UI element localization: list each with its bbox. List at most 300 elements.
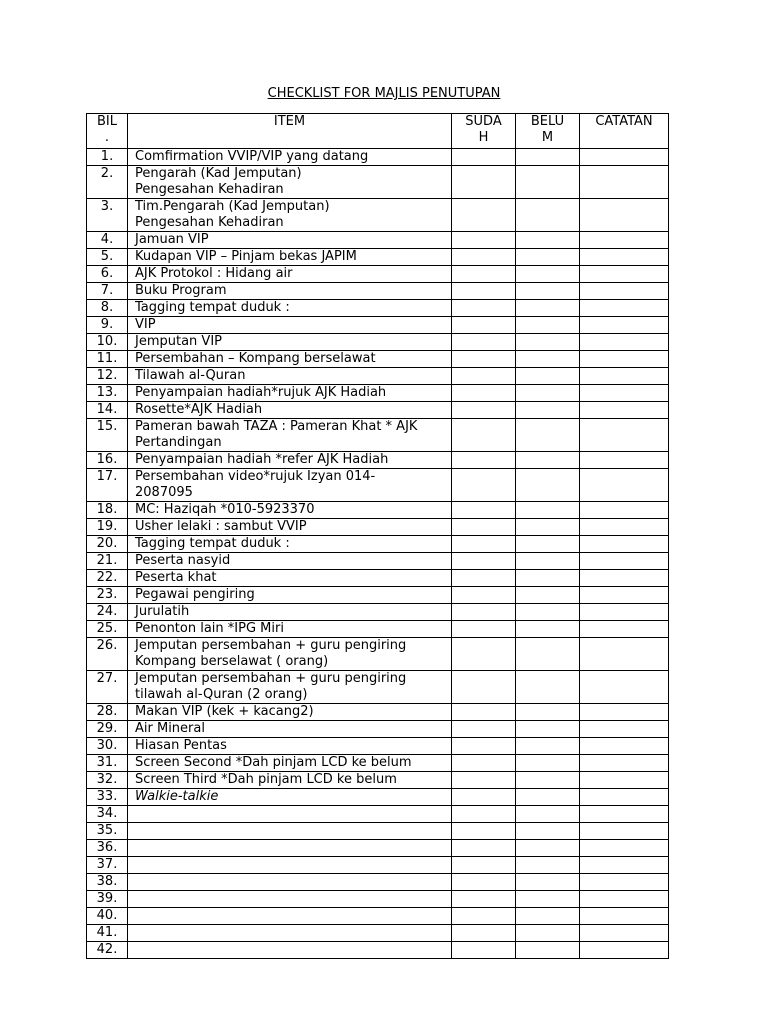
sudah-cell — [452, 908, 516, 925]
belum-cell — [516, 638, 580, 671]
sudah-cell — [452, 402, 516, 419]
catatan-cell — [580, 351, 669, 368]
sudah-cell — [452, 249, 516, 266]
table-row — [87, 232, 669, 249]
item-line: Buku Program — [135, 283, 227, 298]
catatan-cell — [580, 166, 669, 199]
header-catatan: CATATAN — [580, 114, 669, 149]
item-cell — [128, 638, 452, 671]
sudah-cell — [452, 738, 516, 755]
row-number: 31. — [87, 755, 128, 772]
row-number: 4. — [87, 232, 128, 249]
belum-cell — [516, 385, 580, 402]
item-cell — [128, 621, 452, 638]
item-line: Screen Second *Dah pinjam LCD ke belum — [135, 755, 412, 770]
item-line: Peserta khat — [135, 570, 217, 585]
row-number: 22. — [87, 570, 128, 587]
item-cell — [128, 232, 452, 249]
item-cell — [128, 385, 452, 402]
catatan-cell — [580, 587, 669, 604]
table-row — [87, 621, 669, 638]
item-cell — [128, 874, 452, 891]
item-line: AJK Protokol : Hidang air — [135, 266, 293, 281]
table-row — [87, 789, 669, 806]
catatan-cell — [580, 721, 669, 738]
row-number: 16. — [87, 452, 128, 469]
table-row — [87, 840, 669, 857]
catatan-cell — [580, 908, 669, 925]
item-line: Jurulatih — [135, 604, 190, 619]
sudah-cell — [452, 806, 516, 823]
belum-cell — [516, 874, 580, 891]
catatan-cell — [580, 402, 669, 419]
catatan-cell — [580, 149, 669, 166]
catatan-cell — [580, 385, 669, 402]
item-line: 2087095 — [135, 485, 193, 500]
item-cell — [128, 738, 452, 755]
row-number: 28. — [87, 704, 128, 721]
catatan-cell — [580, 738, 669, 755]
row-number: 13. — [87, 385, 128, 402]
belum-cell — [516, 334, 580, 351]
catatan-cell — [580, 519, 669, 536]
table-row — [87, 604, 669, 621]
item-cell — [128, 149, 452, 166]
catatan-cell — [580, 772, 669, 789]
header-bil-line-1: BIL — [97, 114, 117, 129]
sudah-cell — [452, 587, 516, 604]
table-row — [87, 368, 669, 385]
row-number: 20. — [87, 536, 128, 553]
row-number: 9. — [87, 317, 128, 334]
item-line: Persembahan video*rujuk Izyan 014- — [135, 469, 376, 484]
catatan-cell — [580, 755, 669, 772]
table-row — [87, 536, 669, 553]
row-number: 25. — [87, 621, 128, 638]
item-line: Usher lelaki : sambut VVIP — [135, 519, 307, 534]
sudah-cell — [452, 755, 516, 772]
row-number: 11. — [87, 351, 128, 368]
table-row — [87, 519, 669, 536]
sudah-cell — [452, 266, 516, 283]
catatan-cell — [580, 300, 669, 317]
header-sudah-line-1: SUDA — [465, 114, 502, 129]
item-cell — [128, 772, 452, 789]
belum-cell — [516, 891, 580, 908]
item-line: Jemputan persembahan + guru pengiring — [135, 638, 407, 653]
item-cell — [128, 419, 452, 452]
sudah-cell — [452, 638, 516, 671]
sudah-cell — [452, 823, 516, 840]
catatan-cell — [580, 317, 669, 334]
belum-cell — [516, 671, 580, 704]
catatan-cell — [580, 570, 669, 587]
row-number: 23. — [87, 587, 128, 604]
sudah-cell — [452, 502, 516, 519]
belum-cell — [516, 942, 580, 959]
sudah-cell — [452, 840, 516, 857]
sudah-cell — [452, 874, 516, 891]
table-row — [87, 638, 669, 671]
header-bil-line-2: . — [104, 130, 110, 145]
catatan-cell — [580, 469, 669, 502]
table-row — [87, 704, 669, 721]
table-row — [87, 469, 669, 502]
table-row — [87, 738, 669, 755]
catatan-cell — [580, 502, 669, 519]
table-row — [87, 149, 669, 166]
table-row — [87, 891, 669, 908]
row-number: 27. — [87, 671, 128, 704]
belum-cell — [516, 232, 580, 249]
item-cell — [128, 368, 452, 385]
belum-cell — [516, 908, 580, 925]
belum-cell — [516, 604, 580, 621]
item-line: MC: Haziqah *010-5923370 — [135, 502, 315, 517]
sudah-cell — [452, 721, 516, 738]
belum-cell — [516, 300, 580, 317]
table-row — [87, 199, 669, 232]
sudah-cell — [452, 671, 516, 704]
checklist-table — [86, 113, 669, 959]
item-cell — [128, 502, 452, 519]
sudah-cell — [452, 368, 516, 385]
table-row — [87, 502, 669, 519]
item-line: Jemputan VIP — [135, 334, 222, 349]
row-number: 12. — [87, 368, 128, 385]
item-cell — [128, 704, 452, 721]
item-cell — [128, 908, 452, 925]
table-row — [87, 351, 669, 368]
row-number: 26. — [87, 638, 128, 671]
header-sudah — [452, 114, 516, 149]
item-cell — [128, 840, 452, 857]
table-row — [87, 402, 669, 419]
catatan-cell — [580, 891, 669, 908]
belum-cell — [516, 570, 580, 587]
item-cell — [128, 755, 452, 772]
belum-cell — [516, 351, 580, 368]
item-cell — [128, 604, 452, 621]
row-number: 35. — [87, 823, 128, 840]
item-line: Pertandingan — [135, 435, 222, 450]
catatan-cell — [580, 942, 669, 959]
sudah-cell — [452, 942, 516, 959]
row-number: 8. — [87, 300, 128, 317]
belum-cell — [516, 806, 580, 823]
sudah-cell — [452, 604, 516, 621]
sudah-cell — [452, 283, 516, 300]
item-line: Comfirmation VVIP/VIP yang datang — [135, 149, 369, 164]
header-belum-line-1: BELU — [530, 114, 565, 129]
catatan-cell — [580, 840, 669, 857]
item-line: Pengesahan Kehadiran — [135, 182, 284, 197]
item-cell — [128, 587, 452, 604]
header-belum — [516, 114, 580, 149]
row-number: 14. — [87, 402, 128, 419]
table-row — [87, 823, 669, 840]
belum-cell — [516, 452, 580, 469]
item-cell — [128, 721, 452, 738]
row-number: 37. — [87, 857, 128, 874]
table-row — [87, 721, 669, 738]
item-line: Peserta nasyid — [135, 553, 231, 568]
header-bil — [87, 114, 128, 149]
row-number: 19. — [87, 519, 128, 536]
item-line: Pegawai pengiring — [135, 587, 255, 602]
row-number: 38. — [87, 874, 128, 891]
table-row — [87, 166, 669, 199]
table-row — [87, 283, 669, 300]
belum-cell — [516, 266, 580, 283]
item-line: VIP — [135, 317, 156, 332]
item-cell — [128, 519, 452, 536]
sudah-cell — [452, 621, 516, 638]
catatan-cell — [580, 857, 669, 874]
sudah-cell — [452, 789, 516, 806]
belum-cell — [516, 199, 580, 232]
belum-cell — [516, 721, 580, 738]
header-row — [87, 114, 669, 149]
item-line: Persembahan – Kompang berselawat — [135, 351, 376, 366]
item-cell — [128, 199, 452, 232]
catatan-cell — [580, 823, 669, 840]
sudah-cell — [452, 166, 516, 199]
item-cell — [128, 351, 452, 368]
belum-cell — [516, 553, 580, 570]
item-cell — [128, 942, 452, 959]
catatan-cell — [580, 334, 669, 351]
row-number: 3. — [87, 199, 128, 232]
item-line: Penonton lain *IPG Miri — [135, 621, 284, 636]
sudah-cell — [452, 351, 516, 368]
catatan-cell — [580, 638, 669, 671]
sudah-cell — [452, 536, 516, 553]
row-number: 18. — [87, 502, 128, 519]
item-cell — [128, 553, 452, 570]
catatan-cell — [580, 283, 669, 300]
table-row — [87, 908, 669, 925]
item-cell — [128, 402, 452, 419]
row-number: 39. — [87, 891, 128, 908]
row-number: 24. — [87, 604, 128, 621]
item-cell — [128, 857, 452, 874]
sudah-cell — [452, 519, 516, 536]
header-belum-line-2: M — [541, 130, 554, 145]
row-number: 32. — [87, 772, 128, 789]
table-row — [87, 419, 669, 452]
belum-cell — [516, 469, 580, 502]
sudah-cell — [452, 452, 516, 469]
catatan-cell — [580, 553, 669, 570]
row-number: 33. — [87, 789, 128, 806]
sudah-cell — [452, 385, 516, 402]
catatan-cell — [580, 671, 669, 704]
belum-cell — [516, 840, 580, 857]
item-line: Screen Third *Dah pinjam LCD ke belum — [135, 772, 397, 787]
belum-cell — [516, 166, 580, 199]
table-row — [87, 317, 669, 334]
item-cell — [128, 806, 452, 823]
table-row — [87, 671, 669, 704]
catatan-cell — [580, 789, 669, 806]
sudah-cell — [452, 199, 516, 232]
catatan-cell — [580, 266, 669, 283]
catatan-cell — [580, 536, 669, 553]
table-row — [87, 755, 669, 772]
item-cell — [128, 469, 452, 502]
row-number: 1. — [87, 149, 128, 166]
table-row — [87, 942, 669, 959]
sudah-cell — [452, 469, 516, 502]
item-cell — [128, 452, 452, 469]
row-number: 42. — [87, 942, 128, 959]
catatan-cell — [580, 368, 669, 385]
table-row — [87, 806, 669, 823]
table-row — [87, 266, 669, 283]
sudah-cell — [452, 317, 516, 334]
sudah-cell — [452, 925, 516, 942]
item-cell — [128, 823, 452, 840]
sudah-cell — [452, 419, 516, 452]
item-line: Kompang berselawat ( orang) — [135, 654, 329, 669]
item-line: Makan VIP (kek + kacang2) — [135, 704, 314, 719]
sudah-cell — [452, 553, 516, 570]
table-row — [87, 857, 669, 874]
belum-cell — [516, 925, 580, 942]
item-cell — [128, 166, 452, 199]
sudah-cell — [452, 704, 516, 721]
belum-cell — [516, 149, 580, 166]
belum-cell — [516, 536, 580, 553]
table-row — [87, 925, 669, 942]
belum-cell — [516, 755, 580, 772]
table-row — [87, 249, 669, 266]
item-line: Tilawah al-Quran — [135, 368, 246, 383]
row-number: 2. — [87, 166, 128, 199]
catatan-cell — [580, 604, 669, 621]
belum-cell — [516, 704, 580, 721]
catatan-cell — [580, 806, 669, 823]
item-line: Kudapan VIP – Pinjam bekas JAPIM — [135, 249, 357, 264]
row-number: 41. — [87, 925, 128, 942]
row-number: 6. — [87, 266, 128, 283]
catatan-cell — [580, 452, 669, 469]
row-number: 40. — [87, 908, 128, 925]
belum-cell — [516, 587, 580, 604]
belum-cell — [516, 419, 580, 452]
item-line: Tagging tempat duduk : — [135, 300, 290, 315]
table-row — [87, 452, 669, 469]
belum-cell — [516, 772, 580, 789]
catatan-cell — [580, 232, 669, 249]
sudah-cell — [452, 772, 516, 789]
item-cell — [128, 317, 452, 334]
table-row — [87, 874, 669, 891]
belum-cell — [516, 283, 580, 300]
item-cell — [128, 925, 452, 942]
item-line: Rosette*AJK Hadiah — [135, 402, 263, 417]
row-number: 36. — [87, 840, 128, 857]
item-cell — [128, 789, 452, 806]
item-cell — [128, 249, 452, 266]
belum-cell — [516, 857, 580, 874]
belum-cell — [516, 621, 580, 638]
table-row — [87, 587, 669, 604]
catatan-cell — [580, 621, 669, 638]
sudah-cell — [452, 300, 516, 317]
catatan-cell — [580, 199, 669, 232]
row-number: 5. — [87, 249, 128, 266]
item-line: tilawah al-Quran (2 orang) — [135, 687, 308, 702]
sudah-cell — [452, 570, 516, 587]
sudah-cell — [452, 334, 516, 351]
document-title: CHECKLIST FOR MAJLIS PENUTUPAN — [267, 86, 501, 101]
item-cell — [128, 536, 452, 553]
sudah-cell — [452, 232, 516, 249]
catatan-cell — [580, 419, 669, 452]
header-item: ITEM — [128, 114, 452, 149]
belum-cell — [516, 402, 580, 419]
row-number: 17. — [87, 469, 128, 502]
row-number: 7. — [87, 283, 128, 300]
item-line: Jemputan persembahan + guru pengiring — [135, 671, 407, 686]
item-cell — [128, 891, 452, 908]
catatan-cell — [580, 925, 669, 942]
item-line: Walkie-talkie — [135, 789, 219, 804]
sudah-cell — [452, 149, 516, 166]
item-cell — [128, 334, 452, 351]
item-line: Pengarah (Kad Jemputan) — [135, 166, 302, 181]
sudah-cell — [452, 891, 516, 908]
table-row — [87, 553, 669, 570]
belum-cell — [516, 249, 580, 266]
belum-cell — [516, 368, 580, 385]
item-line: Penyampaian hadiah*rujuk AJK Hadiah — [135, 385, 387, 400]
table-row — [87, 570, 669, 587]
sudah-cell — [452, 857, 516, 874]
row-number: 15. — [87, 419, 128, 452]
belum-cell — [516, 317, 580, 334]
item-cell — [128, 300, 452, 317]
row-number: 34. — [87, 806, 128, 823]
row-number: 29. — [87, 721, 128, 738]
row-number: 10. — [87, 334, 128, 351]
table-row — [87, 385, 669, 402]
belum-cell — [516, 519, 580, 536]
item-line: Pengesahan Kehadiran — [135, 215, 284, 230]
belum-cell — [516, 502, 580, 519]
item-line: Pameran bawah TAZA : Pameran Khat * AJK — [135, 419, 418, 434]
item-cell — [128, 570, 452, 587]
row-number: 21. — [87, 553, 128, 570]
item-cell — [128, 283, 452, 300]
item-cell — [128, 266, 452, 283]
table-row — [87, 772, 669, 789]
row-number: 30. — [87, 738, 128, 755]
item-line: Jamuan VIP — [135, 232, 209, 247]
item-line: Hiasan Pentas — [135, 738, 227, 753]
catatan-cell — [580, 249, 669, 266]
catatan-cell — [580, 874, 669, 891]
belum-cell — [516, 789, 580, 806]
item-line: Penyampaian hadiah *refer AJK Hadiah — [135, 452, 389, 467]
header-sudah-line-2: H — [478, 130, 489, 145]
item-line: Tim.Pengarah (Kad Jemputan) — [135, 199, 330, 214]
table-row — [87, 334, 669, 351]
item-cell — [128, 671, 452, 704]
item-line: Tagging tempat duduk : — [135, 536, 290, 551]
